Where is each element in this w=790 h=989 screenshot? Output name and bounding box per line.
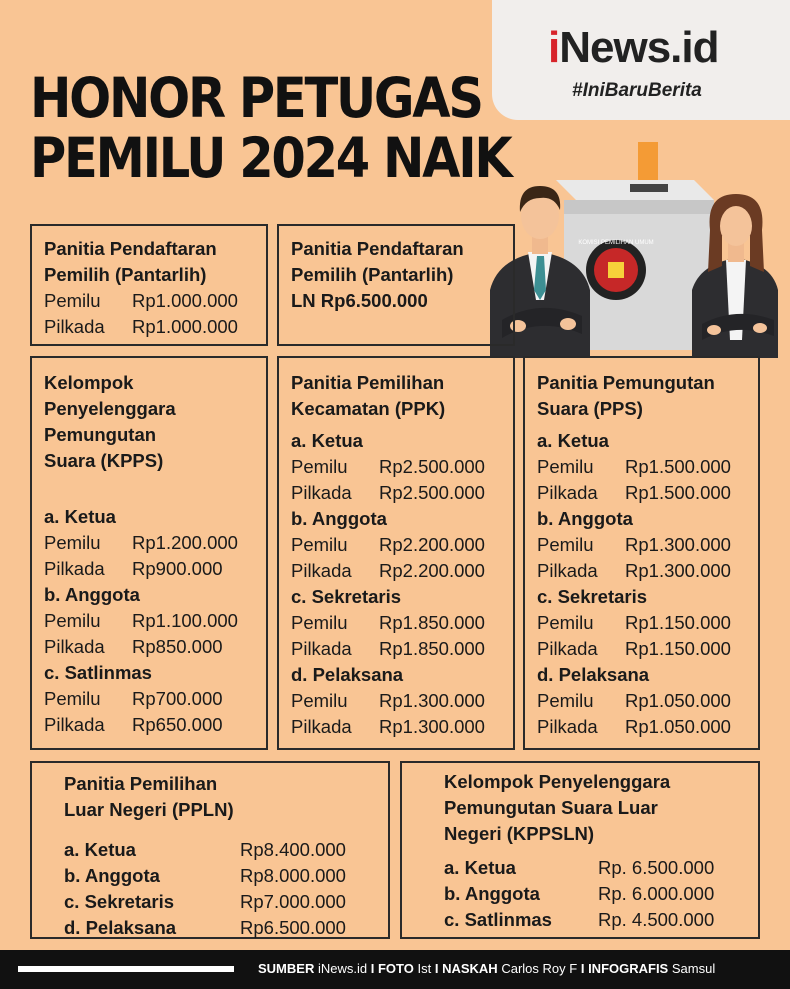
group-label: b. Anggota	[291, 508, 387, 529]
box-title: Panitia Pendaftaran	[44, 238, 217, 259]
list-item: a. Ketua Rp. 6.500.000	[444, 857, 715, 878]
list-item: Pemilu Rp1.500.000	[537, 456, 731, 477]
list-item: Pilkada Rp900.000	[44, 558, 223, 579]
list-item: Pilkada Rp1.300.000	[537, 560, 731, 581]
election-illustration	[488, 140, 778, 358]
box-kpps: Kelompok Penyelenggara Pemungutan Suara (KPPS) a. Ketua Pemilu Rp1.200.000 Pilkada Rp900.000 b. Anggota Pemilu Rp1.100.000 Pilkada Rp850.000 c. Satlinmas Pemilu Rp700.000 Pilkada Rp650.000	[30, 356, 268, 750]
list-item: Pemilu Rp1.100.000	[44, 610, 238, 631]
list-item: Pilkada Rp1.000.000	[44, 316, 238, 337]
svg-text:KOMISI PEMILIHAN UMUM: KOMISI PEMILIHAN UMUM	[578, 240, 654, 246]
box-title: Pemilih (Pantarlih)	[44, 264, 207, 285]
list-item: b. Anggota Rp8.000.000	[64, 865, 346, 886]
list-item: Pemilu Rp1.850.000	[291, 612, 485, 633]
group-label: c. Sekretaris	[291, 586, 402, 607]
footer-credits: SUMBER iNews.id I FOTO Ist I NASKAH Carlos Roy F I INFOGRAFIS Samsul	[258, 961, 716, 976]
box-title: LN Rp6.500.000	[291, 290, 428, 311]
list-item: Pemilu Rp1.300.000	[537, 534, 731, 555]
list-item: Pilkada Rp2.500.000	[291, 482, 485, 503]
list-item: Pemilu Rp700.000	[44, 688, 223, 709]
box-ppln: Panitia Pemilihan Luar Negeri (PPLN) a. Ketua Rp8.400.000 b. Anggota Rp8.000.000 c. Sekretaris Rp7.000.000 d. Pelaksana Rp6.500.000	[30, 761, 390, 939]
list-item: Pilkada Rp1.850.000	[291, 638, 485, 659]
box-pps: Panitia Pemungutan Suara (PPS) a. Ketua Pemilu Rp1.500.000 Pilkada Rp1.500.000 b. Anggota Pemilu Rp1.300.000 Pilkada Rp1.300.000 c. Sekretaris Pemilu Rp1.150.000 Pilkada Rp1.150.000 d. Pelaksana Pemilu Rp1.050.000 Pilkada Rp1.050.000	[523, 356, 760, 750]
list-item: Pilkada Rp1.300.000	[291, 716, 485, 737]
group-label: d. Pelaksana	[291, 664, 404, 685]
list-item: b. Anggota Rp. 6.000.000	[444, 883, 715, 904]
list-item: c. Satlinmas Rp. 4.500.000	[444, 909, 715, 930]
list-item: Pemilu Rp1.050.000	[537, 690, 731, 711]
box-kppsln: Kelompok Penyelenggara Pemungutan Suara Luar Negeri (KPPSLN) a. Ketua Rp. 6.500.000 b. Anggota Rp. 6.000.000 c. Satlinmas Rp. 4.500.000	[400, 761, 760, 939]
group-label: b. Anggota	[44, 584, 140, 605]
box-pantarlih	[30, 224, 268, 346]
group-label: c. Sekretaris	[537, 586, 648, 607]
inews-logo: iNews.id	[548, 23, 719, 72]
group-label: a. Ketua	[44, 506, 116, 527]
list-item: Pemilu Rp1.200.000	[44, 532, 238, 553]
list-item: Pilkada Rp650.000	[44, 714, 223, 735]
list-item: c. Sekretaris Rp7.000.000	[64, 891, 346, 912]
box-title: Pemilih (Pantarlih)	[291, 264, 454, 285]
box-pantarlih-ln	[277, 224, 515, 346]
list-item: Pilkada Rp1.150.000	[537, 638, 731, 659]
footer-divider	[18, 966, 234, 972]
list-item: Pemilu Rp2.200.000	[291, 534, 485, 555]
group-label: b. Anggota	[537, 508, 633, 529]
box-ppk: Panitia Pemilihan Kecamatan (PPK) a. Ketua Pemilu Rp2.500.000 Pilkada Rp2.500.000 b. Anggota Pemilu Rp2.200.000 Pilkada Rp2.200.000 c. Sekretaris Pemilu Rp1.850.000 Pilkada Rp1.850.000 d. Pelaksana Pemilu Rp1.300.000 Pilkada Rp1.300.000	[277, 356, 515, 750]
list-item: d. Pelaksana Rp6.500.000	[64, 917, 346, 938]
group-label: c. Satlinmas	[44, 662, 152, 683]
list-item: Pilkada Rp850.000	[44, 636, 223, 657]
list-item: Pemilu Rp1.150.000	[537, 612, 731, 633]
group-label: a. Ketua	[291, 430, 363, 451]
list-item: Pemilu Rp2.500.000	[291, 456, 485, 477]
tagline: #IniBaruBerita	[572, 80, 702, 101]
list-item: Pilkada Rp1.050.000	[537, 716, 731, 737]
list-item: Pilkada Rp2.200.000	[291, 560, 485, 581]
list-item: Pemilu Rp1.300.000	[291, 690, 485, 711]
group-label: a. Ketua	[537, 430, 609, 451]
list-item: Pemilu Rp1.000.000	[44, 290, 238, 311]
box-title: Panitia Pendaftaran	[291, 238, 464, 259]
group-label: d. Pelaksana	[537, 664, 650, 685]
page-title: HONOR PETUGAS PEMILU 2024 NAIK	[30, 66, 511, 190]
list-item: Pilkada Rp1.500.000	[537, 482, 731, 503]
list-item: a. Ketua Rp8.400.000	[64, 839, 346, 860]
